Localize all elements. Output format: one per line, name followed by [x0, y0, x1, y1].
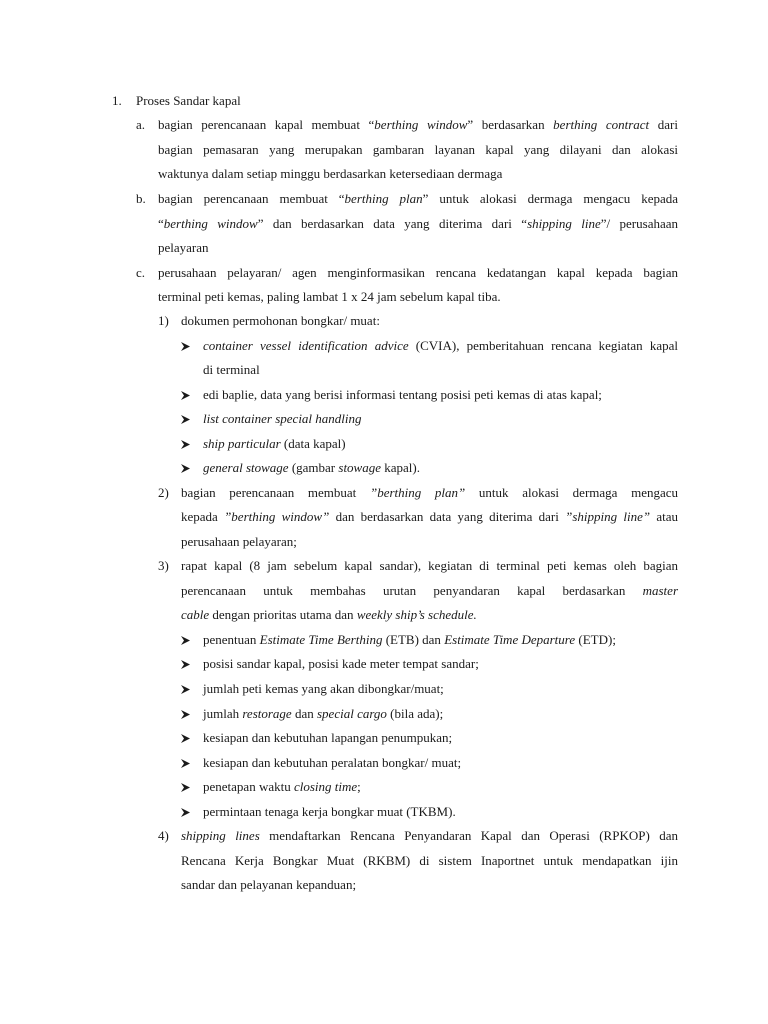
sub-3-bullet-3: jumlah peti kemas yang akan dibongkar/muat; [203, 681, 444, 696]
arrow-bullet-icon [181, 387, 191, 403]
item-b-line-3: pelayaran [158, 240, 209, 255]
arrow-bullet-icon [181, 656, 191, 672]
sub-3-bullet-8: permintaan tenaga kerja bongkar muat (TKBM). [203, 804, 456, 819]
sub-2-line-2: kepada ”berthing window” dan berdasarkan data yang diterima dari ”shipping line” atau [181, 509, 679, 524]
sub-3-bullet-6: kesiapan dan kebutuhan peralatan bongkar/ muat; [203, 755, 462, 770]
item-b-line-2: “berthing window” dan berdasarkan data yang diterima dari “shipping line”/ perusahaan [158, 216, 679, 231]
sub-1-text: dokumen permohonan bongkar/ muat: [181, 313, 380, 328]
sub-4-marker: 4) [158, 828, 169, 843]
item-b-marker: b. [136, 191, 146, 206]
item-c-line-1: perusahaan pelayaran/ agen menginformasikan rencana kedatangan kapal kepada bagian [158, 265, 678, 280]
section-number: 1. [112, 93, 122, 108]
sub-3-marker: 3) [158, 558, 169, 573]
item-b-line-1: bagian perencanaan membuat “berthing plan” untuk alokasi dermaga mengacu kepada [158, 191, 679, 206]
sub-2-line-1: bagian perencanaan membuat ”berthing plan” untuk alokasi dermaga mengacu [181, 485, 679, 500]
sub-4-line-2: Rencana Kerja Bongkar Muat (RKBM) di sistem Inaportnet untuk mendapatkan ijin [181, 853, 678, 868]
item-a-line-3: waktunya dalam setiap minggu berdasarkan ketersediaan dermaga [158, 166, 503, 181]
sub-3-bullet-1: penentuan Estimate Time Berthing (ETB) dan Estimate Time Departure (ETD); [203, 632, 616, 647]
sub-2-line-3: perusahaan pelayaran; [181, 534, 297, 549]
sub-1-bullet-1: container vessel identification advice (CVIA), pemberitahuan rencana kegiatan kapal [203, 338, 678, 353]
sub-1-bullet-1-line-2: di terminal [203, 362, 260, 377]
arrow-bullet-icon [181, 779, 191, 795]
arrow-bullet-icon [181, 755, 191, 771]
arrow-bullet-icon [181, 436, 191, 452]
sub-3-bullet-5: kesiapan dan kebutuhan lapangan penumpukan; [203, 730, 453, 745]
section-title: Proses Sandar kapal [136, 93, 241, 108]
arrow-bullet-icon [181, 411, 191, 427]
sub-2-marker: 2) [158, 485, 169, 500]
sub-1-bullet-3: list container special handling [203, 411, 362, 426]
sub-3-bullet-2: posisi sandar kapal, posisi kade meter tempat sandar; [203, 656, 479, 671]
arrow-bullet-icon [181, 338, 191, 354]
arrow-bullet-icon [181, 681, 191, 697]
sub-3-bullet-4: jumlah restorage dan special cargo (bila ada); [203, 706, 444, 721]
sub-1-bullet-2: edi baplie, data yang berisi informasi tentang posisi peti kemas di atas kapal; [203, 387, 602, 402]
item-c-line-2: terminal peti kemas, paling lambat 1 x 24 jam sebelum kapal tiba. [158, 289, 501, 304]
sub-3-line-3: cable dengan prioritas utama dan weekly ship’s schedule. [181, 607, 477, 622]
sub-3-line-2: perencanaan untuk membahas urutan penyandaran kapal berdasarkan master [181, 583, 678, 598]
sub-1-bullet-4: ship particular (data kapal) [203, 436, 346, 451]
sub-4-line-1: shipping lines mendaftarkan Rencana Penyandaran Kapal dan Operasi (RPKOP) dan [181, 828, 678, 843]
arrow-bullet-icon [181, 706, 191, 722]
sub-3-line-1: rapat kapal (8 jam sebelum kapal sandar), kegiatan di terminal peti kemas oleh bagian [181, 558, 678, 573]
item-a-line-1: bagian perencanaan kapal membuat “berthing window” berdasarkan berthing contract dari [158, 117, 678, 132]
arrow-bullet-icon [181, 730, 191, 746]
item-c-marker: c. [136, 265, 146, 280]
sub-4-line-3: sandar dan pelayanan kepanduan; [181, 877, 357, 892]
arrow-bullet-icon [181, 632, 191, 648]
sub-1-bullet-5: general stowage (gambar stowage kapal). [203, 460, 420, 475]
arrow-bullet-icon [181, 804, 191, 820]
sub-3-bullet-7: penetapan waktu closing time; [203, 779, 361, 794]
item-a-line-2: bagian pemasaran yang merupakan gambaran layanan kapal yang dilayani dan alokasi [158, 142, 678, 157]
item-a-marker: a. [136, 117, 146, 132]
arrow-bullet-icon [181, 460, 191, 476]
sub-1-marker: 1) [158, 313, 169, 328]
